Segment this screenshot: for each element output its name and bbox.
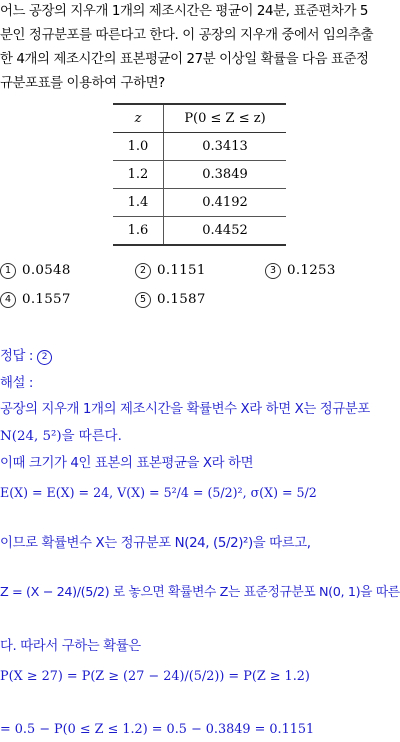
choice-marker: 2	[135, 263, 151, 279]
choice-3[interactable]	[265, 263, 336, 279]
answer-marker: 2	[37, 350, 52, 365]
choice-1[interactable]	[0, 263, 71, 279]
solution-line-6: Z = (X − 24)/(5/2) 로 놓으면 확률변수 Z는 표준정규분포 N(0, 1)을 따른	[0, 585, 400, 600]
answer-label: 정답 :	[0, 349, 34, 364]
choice-5[interactable]	[135, 292, 206, 308]
table-cell: 0.4192	[164, 189, 287, 217]
table-cell: 1.6	[113, 217, 164, 246]
question-line-4: 규분포표를 이용하여 구하면?	[0, 76, 165, 91]
solution-line-8: P(X ≥ 27) = P(Z ≥ (27 − 24)/(5/2)) = P(Z ≥ 1.2)	[0, 669, 310, 684]
table-cell: 0.3849	[164, 161, 287, 189]
choice-value: 0.1587	[157, 292, 206, 307]
solution-line-7: 다. 따라서 구하는 확률은	[0, 639, 141, 654]
choice-4[interactable]	[0, 292, 71, 308]
table-cell: 1.4	[113, 189, 164, 217]
solution-line-1: 공장의 지우개 1개의 제조시간을 확률변수 X라 하면 X는 정규분포	[0, 402, 370, 417]
normal-distribution-table	[113, 103, 286, 246]
solution-line-2: N(24, 5²)을 따른다.	[0, 429, 122, 444]
table-cell: 0.3413	[164, 133, 287, 161]
choice-marker: 3	[265, 263, 281, 279]
table-row	[113, 161, 286, 189]
table-header-prob: P(0 ≤ Z ≤ z)	[164, 104, 287, 133]
answer-line	[0, 345, 52, 365]
choice-value: 0.1557	[22, 292, 71, 307]
choice-marker: 4	[0, 292, 16, 308]
choice-value: 0.1151	[157, 263, 206, 278]
table-cell: 1.2	[113, 161, 164, 189]
choice-value: 0.1253	[287, 263, 336, 278]
table-row	[113, 217, 286, 246]
choice-marker: 1	[0, 263, 16, 279]
choice-marker: 5	[135, 292, 151, 308]
question-line-2: 분인 정규분포를 따른다고 한다. 이 공장의 지우개 중에서 임의추출	[0, 28, 374, 43]
table-header-z: z	[113, 104, 164, 133]
choice-value: 0.0548	[22, 263, 71, 278]
solution-line-4: E(X) = E(X) = 24, V(X) = 5²/4 = (5/2)², σ(X) = 5/2	[0, 485, 317, 500]
table-header-row	[113, 104, 286, 133]
explanation-label: 해설 :	[0, 376, 34, 391]
question-line-1: 어느 공장의 지우개 1개의 제조시간은 평균이 24분, 표준편차가 5	[0, 4, 369, 19]
table-row	[113, 133, 286, 161]
solution-line-5: 이므로 확률변수 X는 정규분포 N(24, (5/2)²)을 따르고,	[0, 536, 311, 551]
solution-line-3: 이때 크기가 4인 표본의 표본평균을 X라 하면	[0, 456, 254, 471]
table-cell: 1.0	[113, 133, 164, 161]
table-row	[113, 189, 286, 217]
choice-2[interactable]	[135, 263, 206, 279]
table-cell: 0.4452	[164, 217, 287, 246]
question-line-3: 한 4개의 제조시간의 표본평균이 27분 이상일 확률을 다음 표준정	[0, 52, 369, 67]
solution-line-9: = 0.5 − P(0 ≤ Z ≤ 1.2) = 0.5 − 0.3849 = 0.1151	[0, 722, 315, 737]
